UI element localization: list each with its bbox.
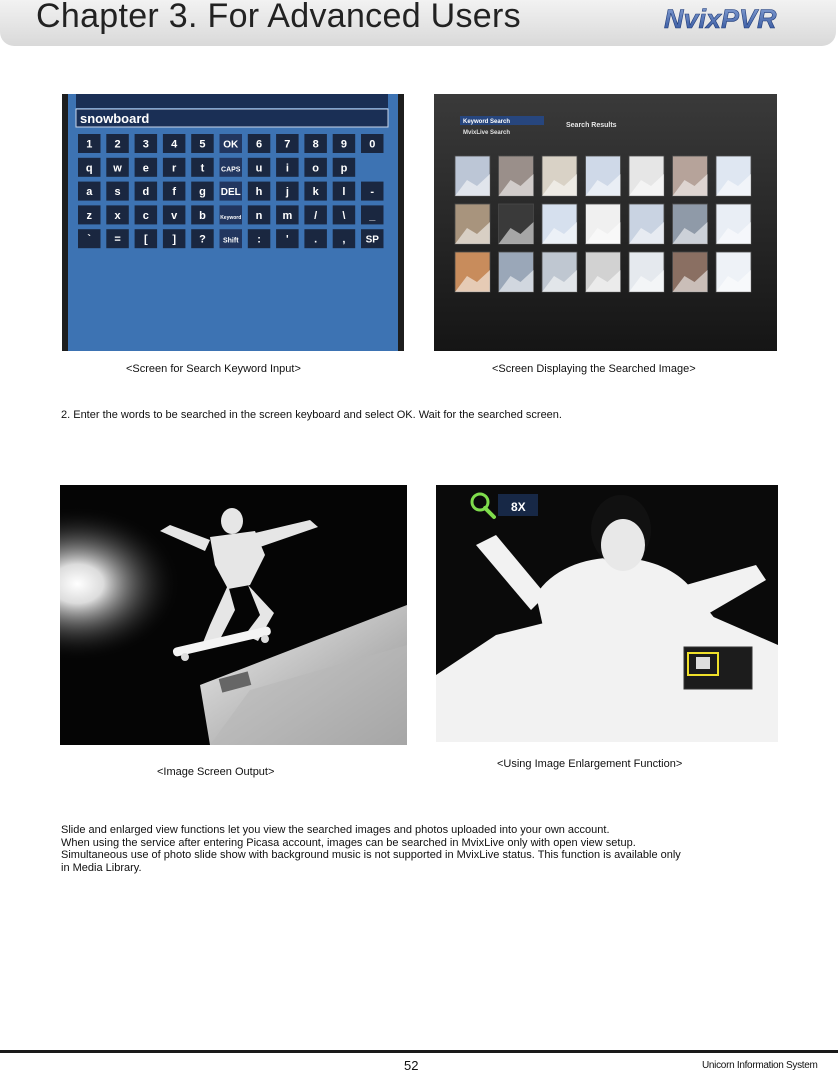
- keyboard-key-label: b: [199, 209, 206, 222]
- step-2-instruction: 2. Enter the words to be searched in the screen keyboard and select OK. Wait for the searched screen.: [61, 409, 562, 421]
- keyboard-key-label: 2: [114, 138, 121, 151]
- zoom-level-label: 8X: [511, 500, 526, 514]
- search-results-label: Search Results: [566, 122, 617, 129]
- menu-keyword-search: Keyword Search: [463, 119, 511, 125]
- notes-paragraph: [61, 824, 681, 874]
- keyboard-key-label: w: [113, 162, 122, 175]
- keyboard-key-label: 3: [142, 138, 149, 151]
- keyboard-key-label: l: [342, 186, 346, 199]
- keyboard-key-label: r: [172, 162, 177, 175]
- onscreen-keyboard: [62, 94, 404, 351]
- keyboard-key-label: o: [312, 162, 320, 175]
- keyboard-key-label: g: [199, 186, 206, 199]
- keyboard-key-label: ?: [199, 233, 206, 246]
- keyboard-key-label: 1: [86, 138, 93, 151]
- keyboard-key-label: ]: [172, 233, 176, 246]
- enlargement-screenshot: [436, 485, 778, 742]
- keyboard-key-label: t: [200, 162, 205, 175]
- search-results-screen: [434, 94, 777, 351]
- keyboard-key-label: 9: [340, 138, 348, 151]
- keyboard-key-label: s: [114, 186, 121, 199]
- keyboard-key-label: Keyword: [220, 214, 242, 221]
- keyboard-key-label: 4: [171, 138, 178, 151]
- keyboard-key-label: q: [85, 162, 93, 175]
- keyboard-key-label: j: [285, 186, 289, 199]
- keyboard-key-label: e: [142, 162, 149, 175]
- keyboard-key-label: v: [171, 209, 178, 222]
- brand-logo: [664, 4, 819, 34]
- keyboard-key-label: /: [314, 209, 318, 222]
- results-screen-caption: <Screen Displaying the Searched Image>: [492, 363, 696, 375]
- skater-photo: [60, 485, 407, 745]
- chapter-header: [0, 0, 836, 46]
- keyboard-key-label: x: [114, 209, 121, 222]
- keyboard-key-label: ,: [342, 233, 346, 246]
- keyboard-key-label: i: [285, 162, 289, 175]
- keyboard-key-label: DEL: [220, 187, 241, 199]
- search-results-screenshot: [434, 94, 777, 351]
- keyboard-key-label: _: [369, 209, 376, 222]
- keyboard-key-label: [: [144, 233, 148, 246]
- page-number: 52: [404, 1058, 419, 1073]
- keyboard-key-label: n: [255, 209, 263, 222]
- keyboard-key-label: f: [172, 186, 176, 199]
- keyboard-key-label: p: [340, 162, 348, 175]
- keyboard-key-label: d: [142, 186, 150, 199]
- keyboard-key-label: .: [314, 233, 318, 246]
- keyboard-key-label: 6: [255, 138, 263, 151]
- note-line: Slide and enlarged view functions let you view the searched images and photos uploaded into your own account.: [61, 824, 610, 836]
- keyboard-key-label: =: [114, 233, 121, 246]
- keyboard-key-label: c: [142, 209, 149, 222]
- menu-mvixlive-search: MvixLive Search: [463, 130, 511, 136]
- note-line: Simultaneous use of photo slide show with background music is not supported in MvixLive status. This function is available only: [61, 849, 681, 861]
- chapter-title: Chapter 3. For Advanced Users: [36, 0, 521, 35]
- keyboard-key-label: m: [282, 209, 293, 222]
- keyword-input-value: snowboard: [80, 111, 150, 126]
- keyboard-key-label: h: [255, 186, 263, 199]
- keyboard-key-label: 8: [312, 138, 319, 151]
- keyboard-key-label: 0: [369, 138, 376, 151]
- note-line: When using the service after entering Picasa account, images can be searched in MvixLive only with open view setup.: [61, 836, 636, 849]
- svg-text:NvixPVR: NvixPVR: [664, 4, 777, 34]
- keyboard-key-label: \: [342, 209, 346, 222]
- image-output-screenshot: [60, 485, 407, 745]
- note-line: in Media Library.: [61, 861, 142, 874]
- keyboard-key-label: :: [257, 233, 261, 246]
- keyboard-key-label: OK: [223, 139, 239, 151]
- keyboard-key-label: k: [312, 186, 319, 199]
- keyboard-key-label: u: [255, 162, 263, 175]
- enlarged-photo: [436, 485, 778, 742]
- keyword-screen-caption: <Screen for Search Keyword Input>: [126, 363, 301, 375]
- footer-company: Unicorn Information System: [702, 1060, 818, 1071]
- keyboard-key-label: 7: [284, 138, 291, 151]
- keyboard-key-label: a: [86, 186, 93, 199]
- keyboard-key-label: z: [86, 209, 92, 222]
- keyboard-key-label: SP: [365, 234, 379, 246]
- keyboard-key-label: ': [286, 233, 289, 246]
- enlargement-caption: <Using Image Enlargement Function>: [497, 758, 683, 770]
- keyword-input-screenshot: [62, 94, 404, 351]
- keyboard-key-label: -: [370, 186, 375, 199]
- footer-divider: [0, 1050, 838, 1053]
- keyboard-key-label: CAPS: [221, 166, 241, 174]
- keyboard-key-label: `: [87, 233, 92, 246]
- keyboard-key-label: 5: [199, 138, 206, 151]
- image-output-caption: <Image Screen Output>: [157, 766, 275, 778]
- keyboard-key-label: Shift: [222, 237, 239, 245]
